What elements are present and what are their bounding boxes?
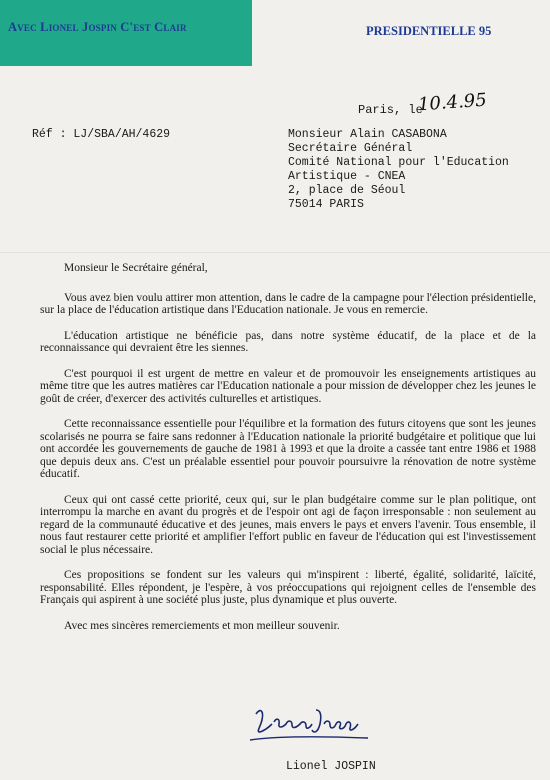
banner-slogan: Avec Lionel Jospin C'est Clair (8, 20, 187, 34)
closing-line: Avec mes sincères remerciements et mon meilleur souvenir. (64, 619, 340, 632)
paragraph: Ces propositions se fondent sur les valeurs qui m'inspirent : liberté, égalité, solidarité, laïcité, responsabilité. Elles répondent, je l'espère, à vos préoccupations qui rejoignent celles de l'ensemble des Français qui aspirent à une société plus juste, plus dynamique et plus ouverte. (40, 569, 536, 606)
address-line: 2, place de Séoul (288, 184, 406, 197)
address-line: 75014 PARIS (288, 198, 364, 211)
handwritten-date: 10.4.95 (417, 89, 488, 116)
letter-body (40, 262, 536, 632)
paper-fold-line (0, 252, 550, 253)
campaign-title: PRESIDENTIELLE 95 (366, 24, 492, 38)
salutation: Monsieur le Secrétaire général, (64, 262, 208, 274)
paragraph: Ceux qui ont cassé cette priorité, ceux qui, sur le plan budgétaire comme sur le plan politique, ont interrompu la marche en avant du progrès et de l'espoir ont agi de façon irresponsable : non seulement au regard de la communauté éducative et des jeunes, mais envers le pays et envers l'avenir. Tous ensemble, il nous faut restaurer cette priorité et amplifier l'effort public en faveur de l'éducation qui est l'investissement social le plus nécessaire. (40, 493, 536, 556)
recipient-address (288, 128, 509, 212)
address-line: Monsieur Alain CASABONA (288, 128, 447, 141)
campaign-banner (0, 0, 252, 66)
address-line: Artistique - CNEA (288, 170, 406, 183)
paragraph: Cette reconnaissance essentielle pour l'équilibre et la formation des futurs citoyens que sont les jeunes scolarisés ne pourra se faire sans redonner à l'Education nationale la priorité budgétaire et politique que lui ont accordée les gouvernements de gauche de 1981 à 1993 et que la droite a cassée tant entre 1986 et 1988 que depuis deux ans. C'est un préalable essentiel pour pouvoir poursuivre la rénovation de notre système éducatif. (40, 418, 536, 480)
paragraph: Vous avez bien voulu attirer mon attention, dans le cadre de la campagne pour l'élection présidentielle, sur la place de l'éducation artistique dans l'Education nationale. Je vous en remercie. (40, 291, 536, 316)
reference-number: Réf : LJ/SBA/AH/4629 (32, 128, 171, 141)
address-line: Comité National pour l'Education (288, 156, 509, 169)
paragraph: L'éducation artistique ne bénéficie pas, dans notre système éducatif, de la place et de la reconnaissance qui devraient être les siennes. (40, 329, 536, 354)
signer-name: Lionel JOSPIN (286, 760, 376, 773)
date-place: Paris, le (358, 103, 423, 117)
paragraph: C'est pourquoi il est urgent de mettre en valeur et de promouvoir les enseignements artistiques au même titre que les autres matières car l'Education nationale a pour mission de développer chez les jeunes le goût de créer, d'exercer des activités culturelles et artistiques. (40, 367, 536, 405)
handwritten-signature (246, 700, 372, 744)
address-line: Secrétaire Général (288, 142, 413, 155)
